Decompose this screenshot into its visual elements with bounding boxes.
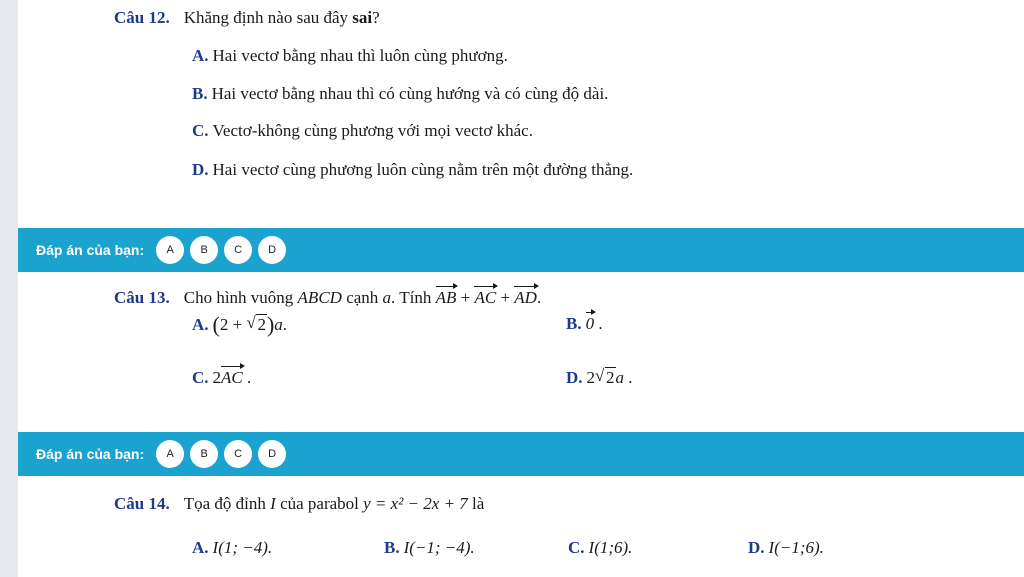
choice-c: C. 2AC . xyxy=(192,368,252,387)
question-number: Câu 13. xyxy=(114,288,170,307)
answer-option-c[interactable]: C xyxy=(224,236,252,264)
question-text: Khăng định nào sau đây sai? xyxy=(183,8,380,27)
choice-c: C. I(1;6). xyxy=(568,538,633,557)
answer-option-b[interactable]: B xyxy=(190,236,218,264)
choice-b: B. I(−1; −4). xyxy=(384,538,475,557)
choice-b: B. Hai vectơ bằng nhau thì có cùng hướng và có cùng độ dài. xyxy=(192,84,609,103)
choice-c: C. Vectơ-không cùng phương với mọi vectơ khác. xyxy=(192,121,533,140)
answer-bar xyxy=(18,228,1024,272)
question-12-stem xyxy=(114,8,380,28)
answer-option-d[interactable]: D xyxy=(258,440,286,468)
choice-a: A. Hai vectơ bằng nhau thì luôn cùng phương. xyxy=(192,46,508,65)
question-number: Câu 14. xyxy=(114,494,170,513)
question-card-14 xyxy=(18,476,1024,577)
question-card-12 xyxy=(18,0,1024,228)
answer-bar xyxy=(18,432,1024,476)
choice-a: A. I(1; −4). xyxy=(192,538,273,557)
answer-option-a[interactable]: A xyxy=(156,236,184,264)
question-number: Câu 12. xyxy=(114,8,170,27)
answer-option-b[interactable]: B xyxy=(190,440,218,468)
choice-d: D. I(−1;6). xyxy=(748,538,824,557)
left-margin xyxy=(0,0,18,577)
answer-option-c[interactable]: C xyxy=(224,440,252,468)
answer-option-a[interactable]: A xyxy=(156,440,184,468)
choice-d: D. 2√ 2a . xyxy=(566,368,633,388)
choice-d: D. Hai vectơ cùng phương luôn cùng nằm trên một đường thẳng. xyxy=(192,160,634,179)
choice-b: B. 0 . xyxy=(566,314,603,333)
answer-label: Đáp án của bạn: xyxy=(36,242,145,258)
question-card-13 xyxy=(18,272,1024,432)
question-13-stem: Câu 13. Cho hình vuông ABCD cạnh a. Tính AB + AC + AD. xyxy=(114,288,542,307)
answer-label: Đáp án của bạn: xyxy=(36,446,145,462)
answer-option-d[interactable]: D xyxy=(258,236,286,264)
choice-a: A. (2 + √ 2)a. xyxy=(192,312,287,338)
question-14-stem: Câu 14. Tọa độ đỉnh I của parabol y = x² − 2x + 7 là xyxy=(114,494,485,513)
